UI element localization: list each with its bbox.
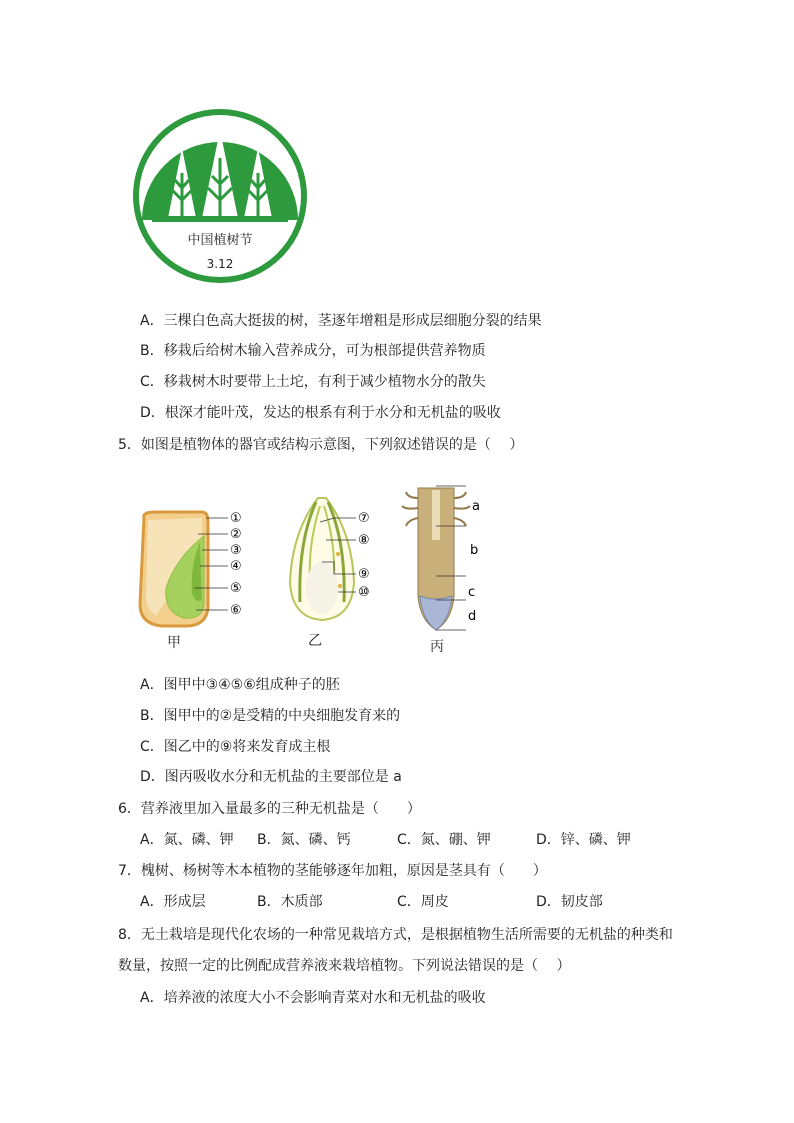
q4-option-a: A．三棵白色高大挺拔的树，茎逐年增粗是形成层细胞分裂的结果 bbox=[140, 313, 542, 329]
jia-num-1: ① bbox=[230, 511, 242, 526]
bud-primordium-2 bbox=[338, 584, 342, 588]
q8-stem-line2: 数量，按照一定的比例配成营养液来栽培植物。下列说法错误的是（ ） bbox=[118, 958, 571, 974]
jia-num-5: ⑤ bbox=[230, 581, 242, 596]
yi-num-8: ⑧ bbox=[358, 533, 370, 548]
q7-option-c: C．周皮 bbox=[397, 894, 449, 910]
root-cap bbox=[420, 596, 452, 630]
q5-option-c: C．图乙中的⑨将来发育成主根 bbox=[140, 739, 331, 755]
q5-option-d: D．图丙吸收水分和无机盐的主要部位是 a bbox=[140, 769, 402, 785]
arbor-day-logo bbox=[130, 108, 310, 284]
figure-label-bing: 丙 bbox=[430, 639, 444, 655]
q6-option-d: D．锌、磷、钾 bbox=[536, 832, 631, 848]
q4-option-c: C．移栽树木时要带上土坨，有利于减少植物水分的散失 bbox=[140, 374, 486, 390]
bing-letter-b: b bbox=[470, 543, 479, 558]
bud-axis bbox=[306, 562, 338, 614]
yi-num-10: ⑩ bbox=[358, 585, 370, 600]
bing-letter-d: d bbox=[468, 609, 477, 624]
yi-num-9: ⑨ bbox=[358, 567, 370, 582]
bing-letter-c: c bbox=[468, 585, 476, 600]
bing-letter-a: a bbox=[472, 499, 480, 514]
q5-option-a: A．图甲中③④⑤⑥组成种子的胚 bbox=[140, 677, 340, 693]
q4-option-b: B．移栽后给树木输入营养成分，可为根部提供营养物质 bbox=[140, 343, 486, 359]
yi-num-7: ⑦ bbox=[358, 511, 370, 526]
jia-num-4: ④ bbox=[230, 559, 242, 574]
jia-num-2: ② bbox=[230, 527, 242, 542]
q6-stem: 6．营养液里加入量最多的三种无机盐是（ ） bbox=[118, 801, 421, 817]
figure-root-tip bbox=[396, 484, 496, 636]
q5-option-b: B．图甲中的②是受精的中央细胞发育来的 bbox=[140, 708, 401, 724]
q6-option-b: B．氮、磷、钙 bbox=[257, 832, 351, 848]
logo-base bbox=[152, 216, 288, 222]
q6-option-a: A．氮、磷、钾 bbox=[140, 832, 234, 848]
q7-option-a: A．形成层 bbox=[140, 894, 206, 910]
q4-option-d: D．根深才能叶茂，发达的根系有利于水分和无机盐的吸收 bbox=[140, 405, 501, 421]
figure-label-yi: 乙 bbox=[308, 633, 322, 649]
q6-option-c: C．氮、硼、钾 bbox=[397, 832, 491, 848]
q8-stem-line1: 8．无土栽培是现代化农场的一种常见栽培方式，是根据植物生活所需要的无机盐的种类和 bbox=[118, 927, 673, 943]
figure-bud bbox=[282, 492, 382, 624]
jia-num-6: ⑥ bbox=[230, 603, 242, 618]
figure-seed bbox=[136, 508, 254, 630]
bud-primordium bbox=[336, 552, 340, 556]
q7-option-b: B．木质部 bbox=[257, 894, 323, 910]
q5-stem: 5．如图是植物体的器官或结构示意图，下列叙述错误的是（ ） bbox=[118, 437, 524, 453]
q7-stem: 7．槐树、杨树等木本植物的茎能够逐年加粗，原因是茎具有（ ） bbox=[118, 863, 547, 879]
logo-name: 中国植树节 bbox=[187, 233, 253, 248]
figure-label-jia: 甲 bbox=[167, 635, 181, 651]
root-vascular bbox=[432, 490, 440, 540]
q8-option-a: A．培养液的浓度大小不会影响青菜对水和无机盐的吸收 bbox=[140, 990, 486, 1006]
jia-num-3: ③ bbox=[230, 543, 242, 558]
q7-option-d: D．韧皮部 bbox=[536, 894, 603, 910]
logo-date: 3.12 bbox=[206, 257, 234, 271]
